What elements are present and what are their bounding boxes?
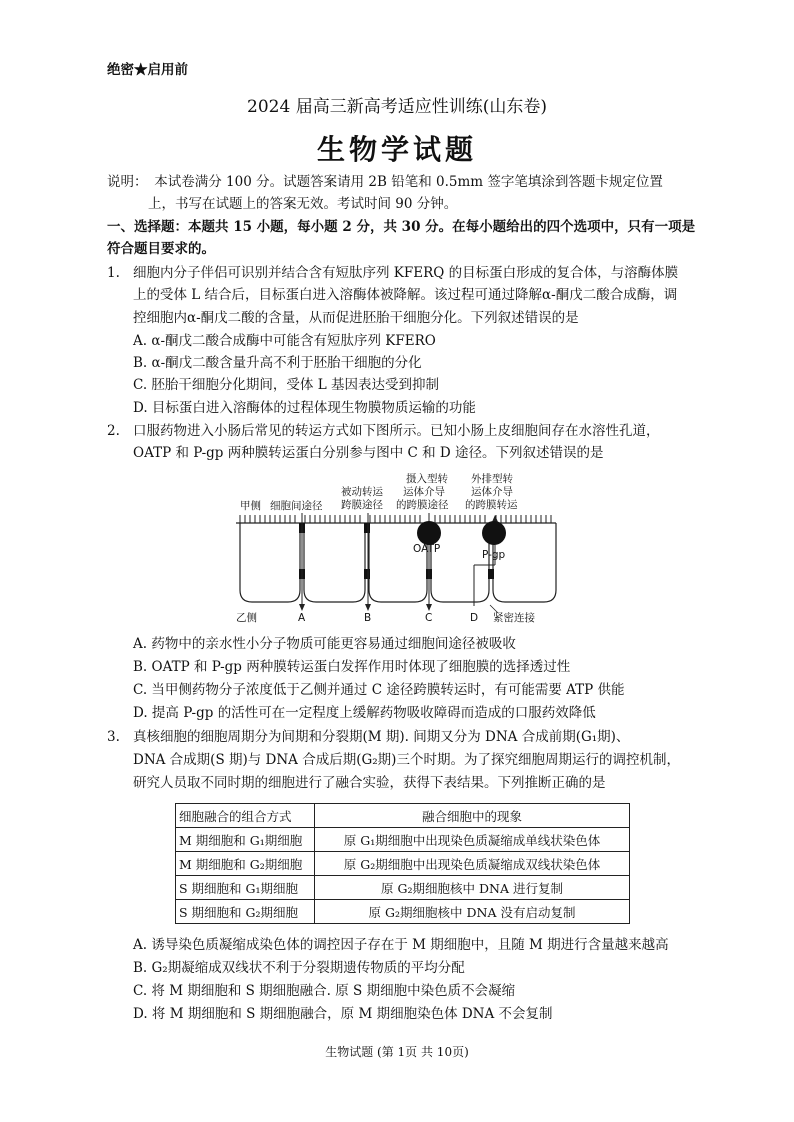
cell <box>240 523 300 602</box>
table-row <box>176 852 630 876</box>
table-cell: M 期细胞和 G₁期细胞 <box>176 828 315 852</box>
cell-fusion-table <box>175 803 630 924</box>
table-cell: 原 G₁期细胞中出现染色质凝缩成单线状染色体 <box>315 828 630 852</box>
uptake-label-3: 的跨膜途径 <box>396 499 449 511</box>
microvilli <box>240 515 551 523</box>
question-stem-line: 控细胞内α-酮戊二酸的含量，从而促进胚胎干细胞分化。下列叙述错误的是 <box>133 310 579 326</box>
question-stem-line: 口服药物进入小肠后常见的转运方式如下图所示。已知小肠上皮细胞间存在水溶性孔道， <box>133 423 660 439</box>
table-row <box>176 900 630 924</box>
pgp-label: P-gp <box>482 549 506 561</box>
confidential-mark: 绝密★启用前 <box>107 62 188 78</box>
table-row <box>176 876 630 900</box>
table-cell: 原 G₂期细胞核中 DNA 进行复制 <box>315 876 630 900</box>
option-c: C. 将 M 期细胞和 S 期细胞融合. 原 S 期细胞中染色质不会凝缩 <box>133 983 516 999</box>
epithelial-cells <box>240 523 556 602</box>
intestinal-transport-diagram <box>228 468 558 628</box>
question-stem-line: 研究人员取不同时期的细胞进行了融合实验，获得下表结果。下列推断正确的是 <box>133 775 606 791</box>
paracellular-label: 细胞间途径 <box>270 500 323 512</box>
oatp-transporter <box>417 521 441 545</box>
question-stem-line: OATP 和 P-gp 两种膜转运蛋白分别参与图中 C 和 D 途径。下列叙述错误的是 <box>133 445 604 461</box>
efflux-label-2: 运体介导 <box>471 486 513 498</box>
efflux-label-3: 的跨膜转运 <box>465 499 518 511</box>
question-stem-line: 上的受体 L 结合后，目标蛋白进入溶酶体被降解。该过程可通过降解α-酮戊二酸合成酶，调 <box>133 287 678 303</box>
option-c: C. 当甲侧药物分子浓度低于乙侧并通过 C 途径跨膜转运时，有可能需要 ATP 供能 <box>133 682 625 698</box>
passive-label-1: 被动转运 <box>341 486 383 498</box>
oatp-label: OATP <box>413 543 441 555</box>
table-header: 融合细胞中的现象 <box>315 804 630 828</box>
question-number: 2. <box>107 423 120 439</box>
table-row <box>176 828 630 852</box>
option-a: A. 药物中的亲水性小分子物质可能更容易通过细胞间途径被吸收 <box>133 636 516 652</box>
table-header-row <box>176 804 630 828</box>
table-cell: S 期细胞和 G₁期细胞 <box>176 876 315 900</box>
question-stem-line: DNA 合成期(S 期)与 DNA 合成后期(G₂期)三个时期。为了探究细胞周期运行的调控机制， <box>133 752 680 768</box>
page-footer: 生物试题 (第 1页 共 10页) <box>325 1045 469 1059</box>
question-number: 1. <box>107 265 120 281</box>
bottom-side-label: 乙侧 <box>236 612 257 624</box>
question-number: 3. <box>107 729 120 745</box>
option-a: A. 诱导染色质凝缩成染色体的调控因子存在于 M 期细胞中，且随 M 期进行含量越来越高 <box>133 937 669 953</box>
option-d: D. 目标蛋白进入溶酶体的过程体现生物膜物质运输的功能 <box>133 400 476 416</box>
option-d: D. 提高 P-gp 的活性可在一定程度上缓解药物吸收障碍而造成的口服药效降低 <box>133 705 596 721</box>
table-cell: S 期细胞和 G₂期细胞 <box>176 900 315 924</box>
section-heading-line-1: 一、选择题：本题共 15 小题，每小题 2 分，共 30 分。在每小题给出的四个选项中，只有一项是 <box>107 219 696 235</box>
instructions-line-2: 上，书写在试题上的答案无效。考试时间 90 分钟。 <box>148 196 458 212</box>
pathway-b-label: B <box>364 612 372 624</box>
exam-title: 2024 届高三新高考适应性训练(山东卷) <box>247 97 547 117</box>
option-b: B. α-酮戊二酸含量升高不利于胚胎干细胞的分化 <box>133 355 422 371</box>
top-side-label: 甲侧 <box>240 500 261 512</box>
pathway-d-label: D <box>470 612 479 624</box>
uptake-label-1: 摄入型转 <box>406 473 448 485</box>
table-cell: 原 G₂期细胞核中 DNA 没有启动复制 <box>315 900 630 924</box>
table-cell: M 期细胞和 G₂期细胞 <box>176 852 315 876</box>
uptake-label-2: 运体介导 <box>403 486 445 498</box>
table-cell: 原 G₂期细胞中出现染色质凝缩成双线状染色体 <box>315 852 630 876</box>
question-stem-line: 真核细胞的细胞周期分为间期和分裂期(M 期). 间期又分为 DNA 合成前期(G₁期)、 <box>133 729 630 745</box>
question-stem-line: 细胞内分子伴侣可识别并结合含有短肽序列 KFERQ 的目标蛋白形成的复合体，与溶酶体膜 <box>133 265 679 281</box>
pgp-transporter <box>482 521 506 545</box>
option-c: C. 胚胎干细胞分化期间，受体 L 基因表达受到抑制 <box>133 377 439 393</box>
subject-title: 生物学试题 <box>316 133 477 166</box>
pathway-a-label: A <box>298 612 306 624</box>
pathway-c-label: C <box>425 612 433 624</box>
tight-junctions <box>299 523 494 579</box>
option-b: B. G₂期凝缩成双线状不利于分裂期遗传物质的平均分配 <box>133 960 465 976</box>
efflux-label-1: 外排型转 <box>471 473 513 485</box>
cell <box>304 523 365 602</box>
instructions-line-1: 说明： 本试卷满分 100 分。试题答案请用 2B 铅笔和 0.5mm 签字笔填涂到答题卡规定位置 <box>107 174 663 190</box>
table-header: 细胞融合的组合方式 <box>176 804 315 828</box>
option-d: D. 将 M 期细胞和 S 期细胞融合，原 M 期细胞染色体 DNA 不会复制 <box>133 1006 553 1022</box>
section-heading-line-2: 符合题目要求的。 <box>107 241 215 257</box>
passive-label-2: 跨膜途径 <box>341 499 383 511</box>
tight-junction-label: 紧密连接 <box>493 612 535 624</box>
option-b: B. OATP 和 P-gp 两种膜转运蛋白发挥作用时体现了细胞膜的选择透过性 <box>133 659 571 675</box>
option-a: A. α-酮戊二酸合成酶中可能含有短肽序列 KFERO <box>133 333 436 349</box>
